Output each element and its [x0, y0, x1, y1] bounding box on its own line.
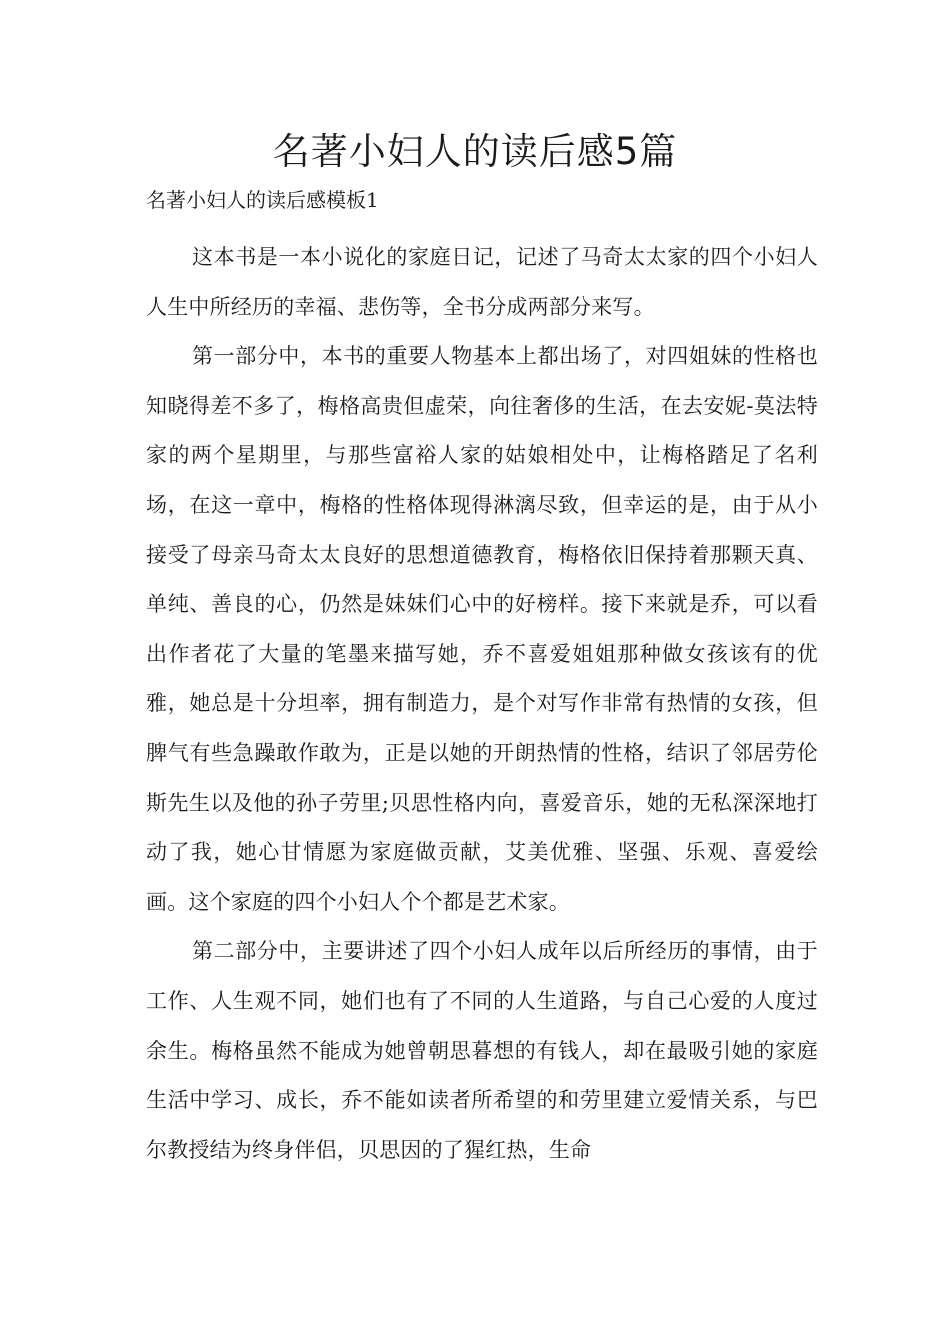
section-heading: 名著小妇人的读后感模板1 [146, 188, 379, 212]
paragraph: 这本书是一本小说化的家庭日记，记述了马奇太太家的四个小妇人人生中所经历的幸福、悲伤等，全书分成两部分来写。 [146, 245, 818, 319]
paragraph: 第一部分中，本书的重要人物基本上都出场了，对四姐妹的性格也知晓得差不多了，梅格高贵但虚荣，向往奢侈的生活，在去安妮-莫法特家的两个星期里，与那些富裕人家的姑娘相处中，让梅格踏足了名利场，在这一章中，梅格的性格体现得淋漓尽致，但幸运的是，由于从小接受了母亲马奇太太良好的思想道德教育，梅格依旧保持着那颗天真、单纯、善良的心，仍然是妹妹们心中的好榜样。接下来就是乔，可以看出作者花了大量的笔墨来描写她，乔不喜爱姐姐那种做女孩该有的优雅，她总是十分坦率，拥有制造力，是个对写作非常有热情的女孩，但脾气有些急躁敢作敢为，正是以她的开朗热情的性格，结识了邻居劳伦斯先生以及他的孙子劳里;贝思性格内向，喜爱音乐，她的无私深深地打动了我，她心甘情愿为家庭做贡献，艾美优雅、坚强、乐观、喜爱绘画。这个家庭的四个小妇人个个都是艺术家。 [146, 344, 818, 914]
paragraph: 第二部分中，主要讲述了四个小妇人成年以后所经历的事情，由于工作、人生观不同，她们也有了不同的人生道路，与自己心爱的人度过余生。梅格虽然不能成为她曾朝思暮想的有钱人，却在最吸引她的家庭生活中学习、成长，乔不能如读者所希望的和劳里建立爱情关系，与巴尔教授结为终身伴侣，贝思因的了猩红热，生命 [146, 939, 818, 1162]
document-body [146, 233, 818, 1175]
document-title: 名著小妇人的读后感5篇 [272, 130, 678, 173]
